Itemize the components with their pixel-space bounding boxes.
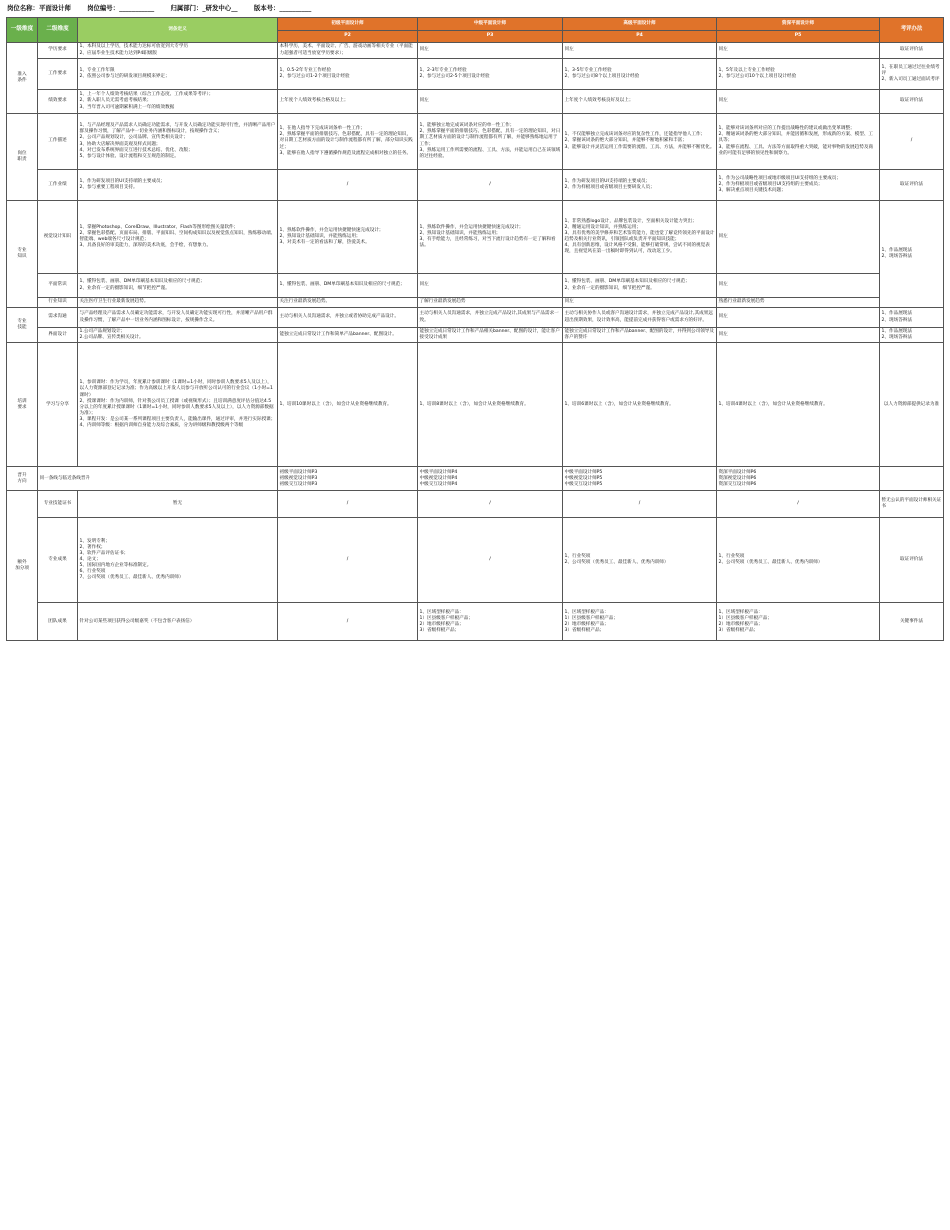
definition-cell: 1、本科及以上学历，技术能力达标可放宽到大专学历 2、应届毕业生技术能力达到P4职级版 xyxy=(78,43,278,59)
dimension-1-cell: 培训 要求 xyxy=(7,343,38,467)
dimension-2-cell: 工作要求 xyxy=(38,59,78,90)
definition-cell: 1、发明专利； 2、著作权； 3、软件产品评估证书； 4、论文； 5、国际国内地方企业等标准制定。 6、行业奖项 7、公司奖项（优秀员工、最佳新人、优秀内训师） xyxy=(78,518,278,603)
evaluation-cell: 取证评价法 xyxy=(880,90,944,114)
level-p4-cell: 1、非常熟悉logo设计，品牌包装设计，至面相关设计能力突出； 2、精通运用设计知识，并熟练运用； 3、具有优秀的美学修养和艺术鉴赏能力，能也觉了解竞传领先的平面设计趋势及相关行业资讯，引领团队或负责开平面知识技能； 4、具有创新思维，设计风格不受限，能够打破常规，尝试不同的视觉表现，且视觉风在第一出稿时即得到认可，改动返工少。 xyxy=(563,201,717,274)
level-p5-cell: 1、作为公司战略性项目或地市级项目UI支持组的主要成员； 2、作为样板项目或省级项目UI支持组的主要成员； 3、解决重点项目关键技术问题； xyxy=(717,170,880,201)
definition-cell: 关注医疗卫生行业最新发展趋势。 xyxy=(78,298,278,308)
level-p5-cell: 资深平面设计师P6 资深视觉设计师P6 资深交互设计师P6 xyxy=(717,467,880,491)
level-p2-cell: 初级平面设计师P3 初级视觉设计师P3 初级交互设计师P3 xyxy=(278,467,418,491)
dimension-1-cell: 额外 加分项 xyxy=(7,491,38,641)
table-body xyxy=(7,43,944,641)
level-p3-cell: / xyxy=(418,518,563,603)
definition-cell: 1、上一年个人绩效考核结果（综合工作态度、工作成果等考评）； 2、新入职人员无需考虑考核结果； 3、当年晋入司可逾期累积满上一年的绩效数据 xyxy=(78,90,278,114)
table-row xyxy=(7,90,944,114)
dimension-1-cell: 准入 条件 xyxy=(7,43,38,114)
evaluation-cell: 1、作品展现法 2、现场答辩法 xyxy=(880,308,944,328)
dimension-1-cell: 专业 知识 xyxy=(7,201,38,308)
level-p2-cell: 上年度个人绩效考核合格及以上； xyxy=(278,90,418,114)
level-p2-cell: / xyxy=(278,491,418,518)
level-p2-cell: 1、懂得包装、画册、DM单印刷基本知识及相应的尺寸规范； xyxy=(278,274,418,298)
definition-cell: 1、专业工作年限 2、依照公司参与过的研发项目规模来界定； xyxy=(78,59,278,90)
level-p2-cell: 1、0.5-2年专业工作经验 2、参与过公司1-2个项目设计经验 xyxy=(278,59,418,90)
definition-cell: 1、懂得包装、画册、DM单印刷基本知识及相应的尺寸规范； 2、业余有一定的摄影知识，细节把控严谨。 xyxy=(78,274,278,298)
header-definition: 词条定义 xyxy=(78,18,278,43)
evaluation-cell: 1、在职员工通过过往业绩考评 2、新入司员工通过面试考评 xyxy=(880,59,944,90)
level-p5-cell: 1、行业奖项 2、公司奖项（优秀员工、最佳新人、优秀内训师） xyxy=(717,518,880,603)
level-p4-cell: 主动与相关协作人员或客户沟通设计需求，并独立完成产品设计,其成果远超出预期效果，设计效率高，能提前完成并获得客户或需求方的好评。 xyxy=(563,308,717,328)
table-row xyxy=(7,114,944,170)
evaluation-cell: 取证评价法 xyxy=(880,43,944,59)
definition-cell: 1、参训课时：作为学员，年度累计参训课时（1课时=1小时，同时参训人数要求5人及以上），以人力资源部登记记录为准；作为高级以上开发人员参与开放听公司认可的行业会议（1小时=1课时） 2、授课课时：作为内训师，针对我公司员工授课（或视频形式）；且培训满意度评估分值达4.5分以上的年度累计授课课时（1课时=1小时，同时参训人数要求5人及以上），以人力资源部数据为准）； 3、课程开发：是公司某一系列课程项目主要负责人，能输出课件，通过评审，并进行实际授课； 4、内训师等级：根据内训师自身能力及综合素质，分为讲师级和教授级两个等级 xyxy=(78,343,278,467)
level-p3-cell: 同左 xyxy=(418,90,563,114)
dimension-2-cell: 视觉设计知识 xyxy=(38,201,78,274)
level-p2-cell: 能独立完成日常设计工作和简单产品banner、配图设计。 xyxy=(278,328,418,343)
evaluation-cell: 取证评价法 xyxy=(880,518,944,603)
level-p4-cell: 1、不仅能够独立完成该词条对应的复杂性工作，还能指导他人工作； 2、掌握该词条的绝大部分知识，并能够不断地积累和丰富； 3、能够设计并灵活运用工作需要的流程、工具、方法，并能够不断优化。 xyxy=(563,114,717,170)
table-row xyxy=(7,201,944,274)
table-row xyxy=(7,603,944,641)
dimension-2-cell: 团队成果 xyxy=(38,603,78,641)
level-p3-cell: 能独立完成日常设计工作和产品相关banner、配图的设计，能让客户接受设计成果 xyxy=(418,328,563,343)
dimension-2-cell: 专业技能证书 xyxy=(38,491,78,518)
dimension-2-cell: 需求沟通 xyxy=(38,308,78,328)
level-p3-cell: 1、培训8课时以上（含），如会计从业资格继续教育。 xyxy=(418,343,563,467)
level-p3-cell: 主动与相关人员沟通需求，并独立完成产品设计,其成果与产品需求一致。 xyxy=(418,308,563,328)
level-p4-cell: 同左 xyxy=(563,43,717,59)
level-p2-cell: / xyxy=(278,603,418,641)
table-row xyxy=(7,467,944,491)
level-p2-cell: 本科学历，美术、平面设计、广告、游戏动画等相关专业（平面能力超强者可适当放宽学历要求）； xyxy=(278,43,418,59)
level-p4-cell: 上年度个人绩效考核良好及以上； xyxy=(563,90,717,114)
level-p5-cell: 1、5年及以上专业工作经验 2、参与过公司10个以上项目设计经验 xyxy=(717,59,880,90)
level-p3-cell: / xyxy=(418,170,563,201)
dimension-2-cell: 绩效要求 xyxy=(38,90,78,114)
level-p2-cell: 1、培训10课时以上（含），如会计从业资格继续教育。 xyxy=(278,343,418,467)
evaluation-cell: 取证评价法 xyxy=(880,170,944,201)
dimension-1-cell: 岗位 职责 xyxy=(7,114,38,201)
level-p5-cell: 熟悉行业最新发展趋势 xyxy=(717,298,880,308)
table-row xyxy=(7,59,944,90)
level-p2-cell: 1、熟练软件操作，并会运用快捷键快速完成设计； 2、熟知设计基础知识，并能熟练运用； 3、对美术有一定的看法和了解，热爱美术。 xyxy=(278,201,418,274)
table-row xyxy=(7,43,944,59)
level-p3-cell: 1、区域型样板产品： 1）区县级客户样板产品； 2）地市级样板产品； 3）省级样板产品； xyxy=(418,603,563,641)
level-p3-cell: 中级平面设计师P4 中级视觉设计师P4 中级交互设计师P4 xyxy=(418,467,563,491)
level-p5-cell: 同左 xyxy=(717,328,880,343)
header-level-p3: 中级平面设计师 xyxy=(418,18,563,31)
level-p4-cell: 同左 xyxy=(563,298,717,308)
level-p3-cell: 同左 xyxy=(418,274,563,298)
evaluation-cell: 1、作品展现法 2、现场答辩法 xyxy=(880,328,944,343)
level-p5-cell: 1、能够对该词条所对应的工作提出战略性的建议或做出变革调整； 2、精通该词条的绝大部分知识，并能因循和发展，形成新的方案、模型、工具等； 3、能够在流程、工具、方法等方面取得重大突破，能对事物的发展趋势及商业的可能有足够的预见性和洞察力。 xyxy=(717,114,880,170)
table-row xyxy=(7,298,944,308)
level-p4-cell: 1、区域型样板产品： 1）区县级客户样板产品； 2）地市级样板产品； 3）省级样板产品； xyxy=(563,603,717,641)
level-p4-cell: 1、3-5年专业工作经验 2、参与过公司8个以上项目设计经验 xyxy=(563,59,717,90)
header-code-p3: P3 xyxy=(418,31,563,43)
header-evaluation: 考评办法 xyxy=(880,18,944,43)
header-code-p4: P4 xyxy=(563,31,717,43)
header-dim2: 二级维度 xyxy=(38,18,78,43)
document-header xyxy=(7,3,325,12)
level-p3-cell: 1、2-3年专业工作经验 2、参与过公司2-5个项目设计经验 xyxy=(418,59,563,90)
table-row xyxy=(7,343,944,467)
evaluation-cell: 以人力资源部提供记录为准 xyxy=(880,343,944,467)
level-p2-cell: 关注行业最新发展趋势。 xyxy=(278,298,418,308)
evaluation-cell: 1、作品展现法 2、现场答辩法 xyxy=(880,201,944,308)
competency-table xyxy=(6,17,944,641)
evaluation-cell xyxy=(880,467,944,491)
definition-cell: 1.公司产品规划设计； 2.公司品牌、宣传类相关设计。 xyxy=(78,328,278,343)
dimension-1-cell: 晋升 方向 xyxy=(7,467,38,491)
level-p5-cell: 同左 xyxy=(717,274,880,298)
level-p5-cell: 同左 xyxy=(717,201,880,274)
header-level-p2: 初级平面设计师 xyxy=(278,18,418,31)
level-p4-cell: 1、行业奖项 2、公司奖项（优秀员工、最佳新人、优秀内训师） xyxy=(563,518,717,603)
table-row xyxy=(7,308,944,328)
dimension-2-cell: 工作业绩 xyxy=(38,170,78,201)
dimension-2-cell: 平面常识 xyxy=(38,274,78,298)
level-p5-cell: 1、培训4课时以上（含），如会计从业资格继续教育。 xyxy=(717,343,880,467)
post-name: 岗位名称：平面设计师 xyxy=(7,4,71,12)
department: 归属部门：_研发中心__ xyxy=(170,4,238,12)
dimension-1-cell: 专业 技能 xyxy=(7,308,38,343)
level-p3-cell: 1、熟练软件操作，并会运用快捷键快速完成设计； 2、熟知设计基础知识，并能熟练运用； 3、有手绘能力，且经常练习，对当下流行设计趋势有一定了解和看法。 xyxy=(418,201,563,274)
level-p3-cell: 同左 xyxy=(418,43,563,59)
dimension-2-cell: 学习与分享 xyxy=(38,343,78,467)
level-p2-cell: 1、在他人指导下完成该词条单一性工作； 2、熟练掌握平面的排版技巧、色彩搭配，具有一定的理论知识，对日期工艺材质方面的设计与制作流程都有所了解，部分知识实践过； 3、能够在他人指导下遵循操作规范及流程完成相对独立的任务。 xyxy=(278,114,418,170)
table-row xyxy=(7,274,944,298)
definition-cell: 针对公司某些项目获得公司级嘉奖（不包含客户表扬信） xyxy=(78,603,278,641)
post-number: 岗位编号：___________ xyxy=(87,4,155,12)
level-p4-cell: 能独立完成日常设计工作和产品banner、配图的设计，并得到公司领导及客户的赞许 xyxy=(563,328,717,343)
evaluation-cell: 关键事件法 xyxy=(880,603,944,641)
header-dim1: 一级维度 xyxy=(7,18,38,43)
level-p2-cell: / xyxy=(278,170,418,201)
table-row xyxy=(7,491,944,518)
dimension-2-cell: 学历要求 xyxy=(38,43,78,59)
level-p5-cell: 1、区域型样板产品： 1）区县级客户样板产品； 2）地市级样板产品； 3）省级样板产品； xyxy=(717,603,880,641)
definition-cell: 与产品经理及产品需求人员确定功能需求，与开发人员确定功能实现可行性，并清晰产品用户群及操作习惯，了解产品中一切业务内涵和图标设计，按规操作含义。 xyxy=(78,308,278,328)
level-p5-cell: 同左 xyxy=(717,43,880,59)
header-level-p5: 资深平面设计师 xyxy=(717,18,880,31)
definition-cell: 1、掌握Photoshop、CorelDraw、Illustrator、Flash等图形绘图关量软件； 2、掌握色彩搭配、页面布局、排版、平面知识、空间构成知识以及视觉焦点知识，熟练移动端、智能端、web端各尺寸设计规范； 3、具备良好的审美能力，深厚的美术功底，会手绘，有想象力。 xyxy=(78,201,278,274)
definition-cell: 1、作为研发项目的UI支持端的主要成员； 2、参与重要工程项目支持。 xyxy=(78,170,278,201)
level-p3-cell: 了解行业最新发展趋势 xyxy=(418,298,563,308)
definition-cell: 1、与产品经理及产品需求人员确定功能需求，与开发人员确定功能实现可行性，并清晰产品用户群及操作习惯，了解产品中一切业务内涵和图标设计，按规操作含义； 2、公司产品规划设计，公司品牌、宣传类相关设计； 3、协助大店解决界面美观及样式问题； 4、对已发布系统界面交互进行技术总结、优化、改版； 5、参与设计体验、设计流程和交互规范的制定。 xyxy=(78,114,278,170)
level-p5-cell: 同左 xyxy=(717,308,880,328)
level-p4-cell: 1、懂得包装、画册、DM单印刷基本知识及相应的尺寸规范； 2、业余有一定的摄影知识，细节把控严谨。 xyxy=(563,274,717,298)
dimension-2-cell: 界面设计 xyxy=(38,328,78,343)
table-row xyxy=(7,328,944,343)
level-p5-cell: 同左 xyxy=(717,90,880,114)
definition-cell: 暂无 xyxy=(78,491,278,518)
level-p3-cell: 1、能够独立地完成该词条对应的单一性工作； 2、熟练掌握平面的排版技巧、色彩搭配，具有一定的理论知识，对日期工艺材质方面的设计与制作流程都有所了解，并能够熟练地运用于工作； 3、熟练运用工作所需要的流程、工具、方法，并能运用自己在该领域的过往经验。 xyxy=(418,114,563,170)
header-level-p4: 高级平面设计师 xyxy=(563,18,717,31)
dimension-2-cell: 工作描述 xyxy=(38,114,78,170)
level-p4-cell: 1、培训6课时以上（含），如会计从业资格继续教育。 xyxy=(563,343,717,467)
evaluation-cell: 暂无公认的平面设计师相关证书 xyxy=(880,491,944,518)
level-p4-cell: 1、作为研发项目的UI支持端的主要成员； 2、作为样板项目或省级项目主要研发人员； xyxy=(563,170,717,201)
level-p2-cell: / xyxy=(278,518,418,603)
header-code-p2: P2 xyxy=(278,31,418,43)
level-p3-cell: / xyxy=(418,491,563,518)
dimension-2-cell: 行业知识 xyxy=(38,298,78,308)
header-code-p5: P5 xyxy=(717,31,880,43)
level-p4-cell: 中级平面设计师P5 中级视觉设计师P5 中级交互设计师P5 xyxy=(563,467,717,491)
dimension-2-cell: 专业成果 xyxy=(38,518,78,603)
version: 版本号：__________ xyxy=(253,4,312,12)
definition-cell: 同一条线与临近条线晋升 xyxy=(38,467,278,491)
level-p4-cell: / xyxy=(563,491,717,518)
evaluation-cell: / xyxy=(880,114,944,170)
table-row xyxy=(7,170,944,201)
level-p5-cell: / xyxy=(717,491,880,518)
table-row xyxy=(7,518,944,603)
level-p2-cell: 主动与相关人员沟通需求，并独立或者协助完成产品设计。 xyxy=(278,308,418,328)
